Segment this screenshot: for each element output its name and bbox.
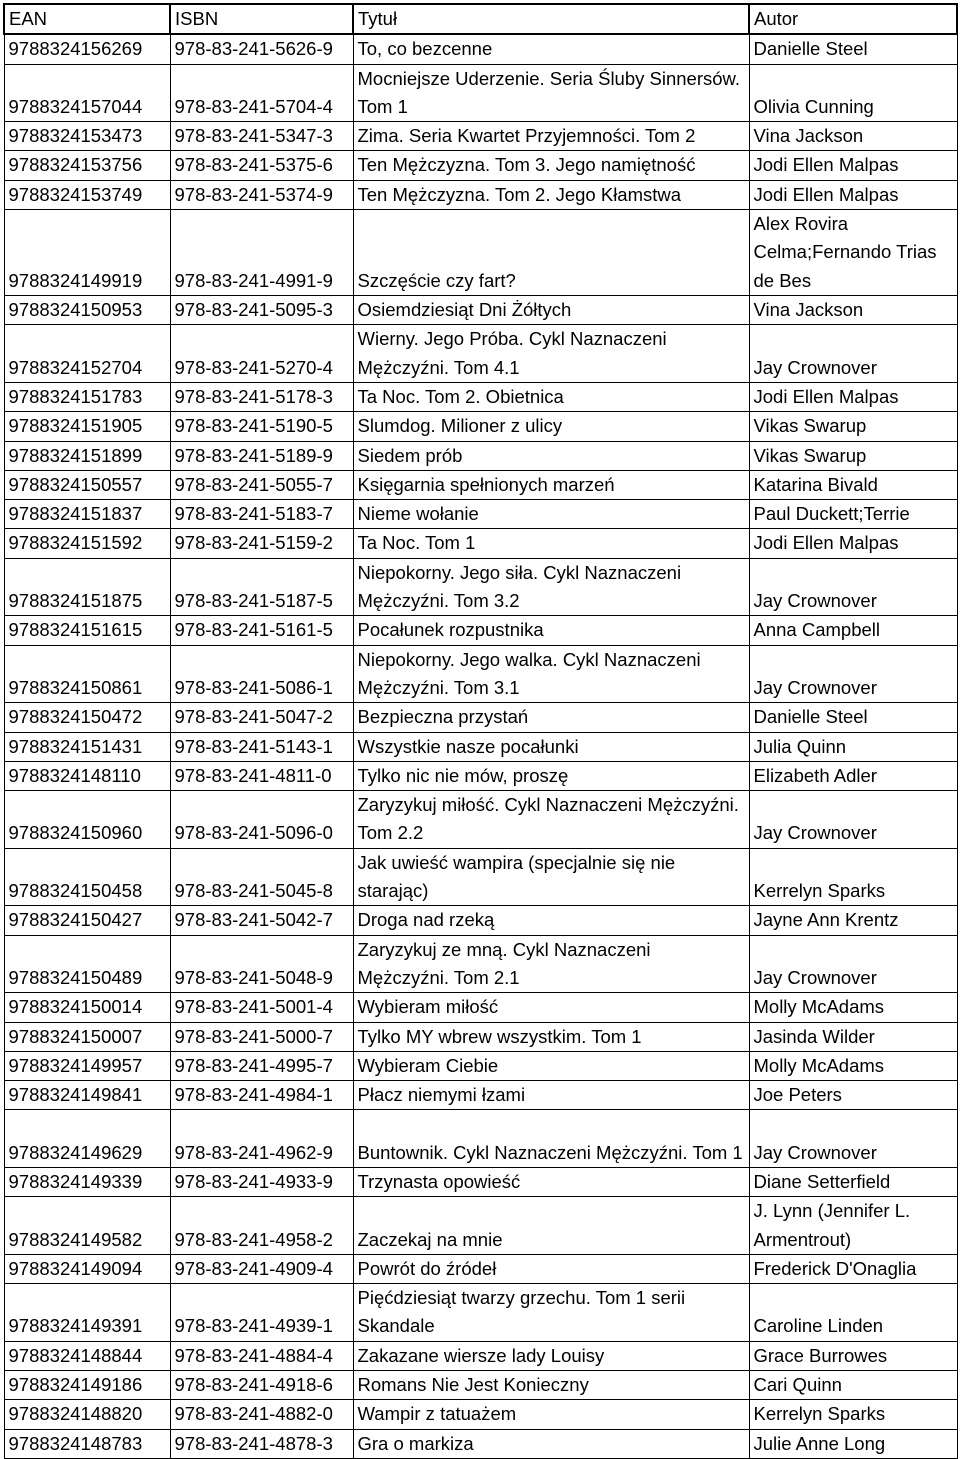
cell-ean: 9788324150861 (4, 645, 170, 703)
cell-author: Jay Crownover (749, 1110, 957, 1168)
cell-isbn: 978-83-241-5375-6 (170, 151, 353, 180)
cell-title: Osiemdziesiąt Dni Żółtych (353, 296, 749, 325)
cell-author: Jay Crownover (749, 645, 957, 703)
cell-isbn: 978-83-241-4882-0 (170, 1400, 353, 1429)
table-row (4, 1081, 957, 1110)
table-row (4, 470, 957, 499)
cell-title: Zakazane wiersze lady Louisy (353, 1341, 749, 1370)
cell-ean: 9788324149391 (4, 1284, 170, 1342)
cell-ean: 9788324156269 (4, 34, 170, 64)
cell-isbn: 978-83-241-5095-3 (170, 296, 353, 325)
header-author: Autor (749, 4, 957, 34)
cell-isbn: 978-83-241-5086-1 (170, 645, 353, 703)
cell-ean: 9788324150960 (4, 791, 170, 849)
cell-author: Elizabeth Adler (749, 761, 957, 790)
cell-author: Vina Jackson (749, 122, 957, 151)
cell-ean: 9788324153749 (4, 180, 170, 209)
table-row (4, 1197, 957, 1255)
table-row (4, 64, 957, 122)
cell-title: Zaryzykuj miłość. Cykl Naznaczeni Mężczyźni. Tom 2.2 (353, 791, 749, 849)
table-row (4, 122, 957, 151)
cell-isbn: 978-83-241-4995-7 (170, 1051, 353, 1080)
cell-title: Niepokorny. Jego walka. Cykl Naznaczeni Mężczyźni. Tom 3.1 (353, 645, 749, 703)
cell-title: Wybieram miłość (353, 993, 749, 1022)
cell-ean: 9788324149919 (4, 210, 170, 296)
cell-isbn: 978-83-241-5096-0 (170, 791, 353, 849)
cell-isbn: 978-83-241-5045-8 (170, 848, 353, 906)
cell-isbn: 978-83-241-5047-2 (170, 703, 353, 732)
cell-isbn: 978-83-241-5347-3 (170, 122, 353, 151)
cell-author: Jayne Ann Krentz (749, 906, 957, 935)
cell-author: Vikas Swarup (749, 412, 957, 441)
table-row (4, 1167, 957, 1196)
cell-isbn: 978-83-241-5161-5 (170, 616, 353, 645)
table-row (4, 34, 957, 64)
cell-isbn: 978-83-241-5159-2 (170, 529, 353, 558)
table-row (4, 791, 957, 849)
cell-title: Płacz niemymi łzami (353, 1081, 749, 1110)
cell-author: Danielle Steel (749, 34, 957, 64)
cell-author: Diane Setterfield (749, 1167, 957, 1196)
table-row (4, 1284, 957, 1342)
cell-isbn: 978-83-241-4933-9 (170, 1167, 353, 1196)
cell-ean: 9788324151431 (4, 732, 170, 761)
cell-ean: 9788324151615 (4, 616, 170, 645)
table-row (4, 848, 957, 906)
cell-ean: 9788324151899 (4, 441, 170, 470)
cell-ean: 9788324150489 (4, 935, 170, 993)
cell-isbn: 978-83-241-5190-5 (170, 412, 353, 441)
table-row (4, 151, 957, 180)
cell-title: Siedem prób (353, 441, 749, 470)
cell-author: Danielle Steel (749, 703, 957, 732)
table-row (4, 210, 957, 296)
cell-ean: 9788324148110 (4, 761, 170, 790)
cell-isbn: 978-83-241-5183-7 (170, 500, 353, 529)
cell-title: Szczęście czy fart? (353, 210, 749, 296)
cell-author: Jay Crownover (749, 791, 957, 849)
cell-ean: 9788324148820 (4, 1400, 170, 1429)
cell-title: Bezpieczna przystań (353, 703, 749, 732)
cell-author: Frederick D'Onaglia (749, 1254, 957, 1283)
cell-author: Paul Duckett;Terrie (749, 500, 957, 529)
cell-author: Jay Crownover (749, 558, 957, 616)
cell-isbn: 978-83-241-5048-9 (170, 935, 353, 993)
cell-ean: 9788324149841 (4, 1081, 170, 1110)
cell-isbn: 978-83-241-4811-0 (170, 761, 353, 790)
cell-isbn: 978-83-241-5143-1 (170, 732, 353, 761)
table-row (4, 325, 957, 383)
header-ean: EAN (4, 4, 170, 34)
cell-title: Jak uwieść wampira (specjalnie się nie starając) (353, 848, 749, 906)
cell-isbn: 978-83-241-5626-9 (170, 34, 353, 64)
cell-author: Molly McAdams (749, 993, 957, 1022)
cell-title: Ten Mężczyzna. Tom 2. Jego Kłamstwa (353, 180, 749, 209)
cell-ean: 9788324149339 (4, 1167, 170, 1196)
cell-isbn: 978-83-241-5189-9 (170, 441, 353, 470)
cell-isbn: 978-83-241-4991-9 (170, 210, 353, 296)
cell-ean: 9788324149582 (4, 1197, 170, 1255)
cell-author: Caroline Linden (749, 1284, 957, 1342)
cell-isbn: 978-83-241-5000-7 (170, 1022, 353, 1051)
cell-title: Tylko nic nie mów, proszę (353, 761, 749, 790)
cell-isbn: 978-83-241-5187-5 (170, 558, 353, 616)
cell-author: Jay Crownover (749, 325, 957, 383)
cell-ean: 9788324151592 (4, 529, 170, 558)
cell-title: Ten Mężczyzna. Tom 3. Jego namiętność (353, 151, 749, 180)
cell-author: J. Lynn (Jennifer L. Armentrout) (749, 1197, 957, 1255)
cell-title: Ta Noc. Tom 1 (353, 529, 749, 558)
cell-author: Olivia Cunning (749, 64, 957, 122)
cell-title: Powrót do źródeł (353, 1254, 749, 1283)
cell-ean: 9788324150953 (4, 296, 170, 325)
cell-author: Alex Rovira Celma;Fernando Trias de Bes (749, 210, 957, 296)
cell-ean: 9788324153473 (4, 122, 170, 151)
cell-author: Jodi Ellen Malpas (749, 382, 957, 411)
cell-isbn: 978-83-241-4909-4 (170, 1254, 353, 1283)
table-row (4, 732, 957, 761)
cell-ean: 9788324150458 (4, 848, 170, 906)
cell-ean: 9788324150014 (4, 993, 170, 1022)
table-row (4, 296, 957, 325)
cell-title: Nieme wołanie (353, 500, 749, 529)
table-row (4, 935, 957, 993)
cell-ean: 9788324150007 (4, 1022, 170, 1051)
cell-author: Kerrelyn Sparks (749, 1400, 957, 1429)
table-row (4, 1429, 957, 1458)
table-row (4, 645, 957, 703)
cell-ean: 9788324148844 (4, 1341, 170, 1370)
header-row (4, 4, 957, 34)
table-row (4, 703, 957, 732)
cell-isbn: 978-83-241-4939-1 (170, 1284, 353, 1342)
cell-title: Księgarnia spełnionych marzeń (353, 470, 749, 499)
cell-title: Gra o markiza (353, 1429, 749, 1458)
table-row (4, 1254, 957, 1283)
table-row (4, 441, 957, 470)
cell-isbn: 978-83-241-4918-6 (170, 1371, 353, 1400)
cell-isbn: 978-83-241-5178-3 (170, 382, 353, 411)
cell-author: Jodi Ellen Malpas (749, 529, 957, 558)
cell-title: Zaczekaj na mnie (353, 1197, 749, 1255)
cell-isbn: 978-83-241-4962-9 (170, 1110, 353, 1168)
cell-ean: 9788324149186 (4, 1371, 170, 1400)
cell-title: Pięćdziesiąt twarzy grzechu. Tom 1 serii Skandale (353, 1284, 749, 1342)
table-row (4, 1341, 957, 1370)
cell-author: Jay Crownover (749, 935, 957, 993)
cell-ean: 9788324150557 (4, 470, 170, 499)
cell-ean: 9788324150472 (4, 703, 170, 732)
table-row (4, 500, 957, 529)
header-isbn: ISBN (170, 4, 353, 34)
cell-ean: 9788324149094 (4, 1254, 170, 1283)
cell-ean: 9788324149957 (4, 1051, 170, 1080)
cell-isbn: 978-83-241-4984-1 (170, 1081, 353, 1110)
cell-author: Katarina Bivald (749, 470, 957, 499)
cell-author: Molly McAdams (749, 1051, 957, 1080)
cell-author: Grace Burrowes (749, 1341, 957, 1370)
cell-ean: 9788324148783 (4, 1429, 170, 1458)
cell-title: Romans Nie Jest Konieczny (353, 1371, 749, 1400)
cell-title: To, co bezcenne (353, 34, 749, 64)
cell-title: Slumdog. Milioner z ulicy (353, 412, 749, 441)
cell-ean: 9788324149629 (4, 1110, 170, 1168)
cell-ean: 9788324150427 (4, 906, 170, 935)
cell-author: Vikas Swarup (749, 441, 957, 470)
cell-author: Cari Quinn (749, 1371, 957, 1400)
table-body (4, 34, 957, 1458)
table-row (4, 382, 957, 411)
cell-author: Julia Quinn (749, 732, 957, 761)
cell-author: Vina Jackson (749, 296, 957, 325)
cell-title: Wybieram Ciebie (353, 1051, 749, 1080)
cell-author: Joe Peters (749, 1081, 957, 1110)
cell-isbn: 978-83-241-5704-4 (170, 64, 353, 122)
table-row (4, 1400, 957, 1429)
table-row (4, 993, 957, 1022)
cell-ean: 9788324157044 (4, 64, 170, 122)
cell-title: Zima. Seria Kwartet Przyjemności. Tom 2 (353, 122, 749, 151)
cell-title: Wszystkie nasze pocałunki (353, 732, 749, 761)
cell-author: Jodi Ellen Malpas (749, 180, 957, 209)
cell-isbn: 978-83-241-5055-7 (170, 470, 353, 499)
table-row (4, 906, 957, 935)
books-table (3, 3, 958, 1459)
cell-isbn: 978-83-241-5001-4 (170, 993, 353, 1022)
cell-title: Ta Noc. Tom 2. Obietnica (353, 382, 749, 411)
cell-isbn: 978-83-241-4884-4 (170, 1341, 353, 1370)
cell-title: Buntownik. Cykl Naznaczeni Mężczyźni. Tom 1 (353, 1110, 749, 1168)
table-row (4, 1051, 957, 1080)
cell-ean: 9788324153756 (4, 151, 170, 180)
cell-title: Mocniejsze Uderzenie. Seria Śluby Sinnersów. Tom 1 (353, 64, 749, 122)
cell-isbn: 978-83-241-5374-9 (170, 180, 353, 209)
cell-ean: 9788324151837 (4, 500, 170, 529)
table-row (4, 616, 957, 645)
cell-title: Droga nad rzeką (353, 906, 749, 935)
table-row (4, 412, 957, 441)
cell-ean: 9788324151783 (4, 382, 170, 411)
cell-isbn: 978-83-241-4878-3 (170, 1429, 353, 1458)
table-row (4, 1110, 957, 1168)
cell-title: Wampir z tatuażem (353, 1400, 749, 1429)
cell-isbn: 978-83-241-4958-2 (170, 1197, 353, 1255)
table-row (4, 761, 957, 790)
cell-ean: 9788324151905 (4, 412, 170, 441)
cell-ean: 9788324152704 (4, 325, 170, 383)
cell-author: Jasinda Wilder (749, 1022, 957, 1051)
cell-author: Julie Anne Long (749, 1429, 957, 1458)
cell-title: Pocałunek rozpustnika (353, 616, 749, 645)
cell-title: Zaryzykuj ze mną. Cykl Naznaczeni Mężczyźni. Tom 2.1 (353, 935, 749, 993)
table-row (4, 529, 957, 558)
cell-title: Niepokorny. Jego siła. Cykl Naznaczeni Mężczyźni. Tom 3.2 (353, 558, 749, 616)
header-title: Tytuł (353, 4, 749, 34)
cell-isbn: 978-83-241-5042-7 (170, 906, 353, 935)
cell-title: Tylko MY wbrew wszystkim. Tom 1 (353, 1022, 749, 1051)
table-row (4, 180, 957, 209)
cell-author: Jodi Ellen Malpas (749, 151, 957, 180)
table-row (4, 1371, 957, 1400)
table-row (4, 1022, 957, 1051)
cell-isbn: 978-83-241-5270-4 (170, 325, 353, 383)
cell-author: Kerrelyn Sparks (749, 848, 957, 906)
table-row (4, 558, 957, 616)
cell-author: Anna Campbell (749, 616, 957, 645)
cell-title: Wierny. Jego Próba. Cykl Naznaczeni Mężczyźni. Tom 4.1 (353, 325, 749, 383)
cell-ean: 9788324151875 (4, 558, 170, 616)
cell-title: Trzynasta opowieść (353, 1167, 749, 1196)
